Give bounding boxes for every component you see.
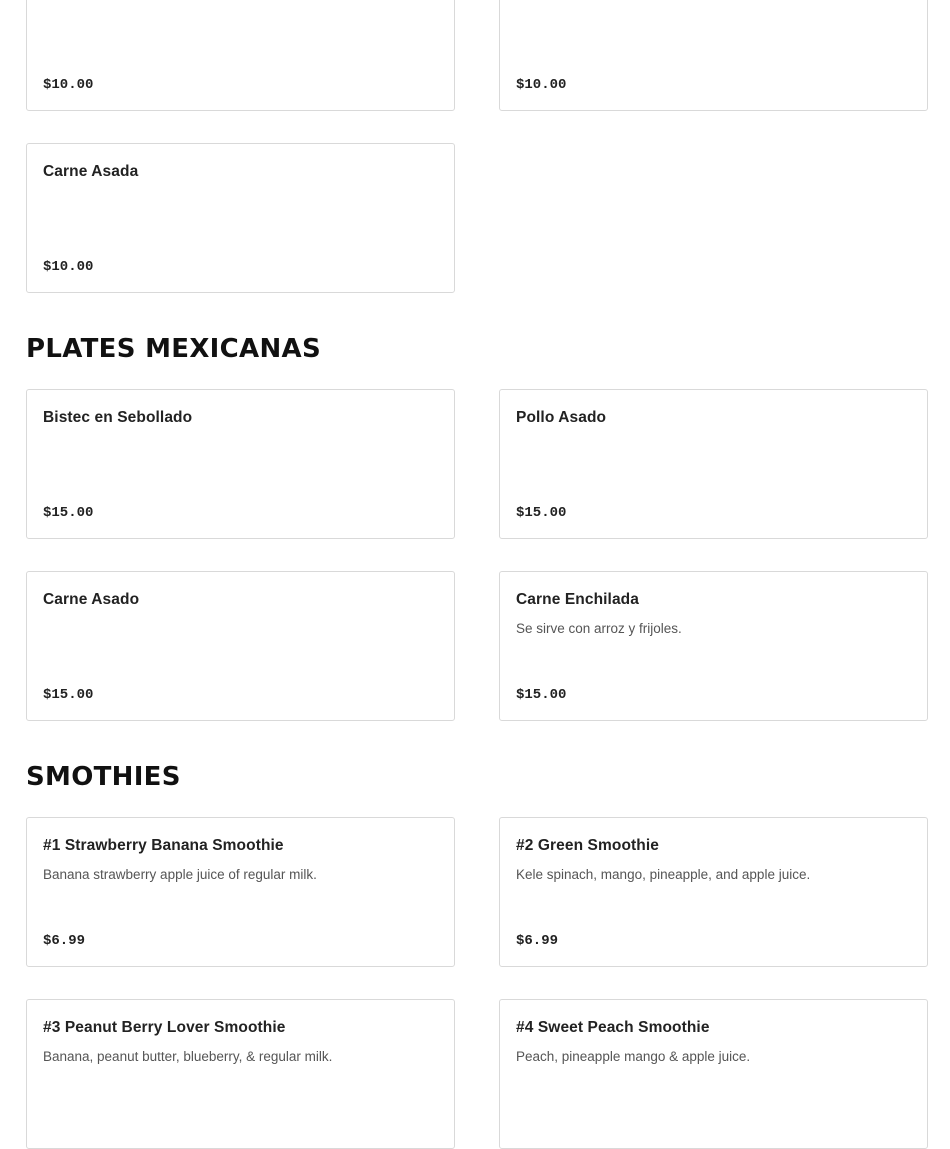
item-description: Kele spinach, mango, pineapple, and apple juice. (516, 867, 811, 882)
item-price: $10.00 (516, 77, 567, 93)
menu-item-card[interactable] (26, 389, 455, 539)
item-name: #1 Strawberry Banana Smoothie (43, 837, 284, 854)
item-price: $6.99 (516, 933, 559, 949)
item-name: #2 Green Smoothie (516, 837, 659, 854)
menu-item-card[interactable] (499, 571, 928, 721)
item-price: $6.99 (43, 933, 86, 949)
menu-item-card[interactable] (499, 999, 928, 1149)
item-name: #3 Peanut Berry Lover Smoothie (43, 1019, 286, 1036)
section-title-plates: PLATES MEXICANAS (26, 334, 321, 364)
item-price: $15.00 (43, 687, 94, 703)
item-name: Pollo Asado (516, 409, 607, 426)
item-price: $10.00 (43, 259, 94, 275)
item-price: $15.00 (516, 505, 567, 521)
item-description: Banana, peanut butter, blueberry, & regular milk. (43, 1049, 333, 1064)
item-name: Carne Asado (43, 591, 140, 608)
item-price: $15.00 (516, 687, 567, 703)
menu-item-card[interactable] (26, 817, 455, 967)
menu-item-card[interactable] (26, 999, 455, 1149)
item-name: Carne Enchilada (516, 591, 639, 608)
menu-item-card[interactable] (26, 0, 455, 111)
section-title-smoothies: SMOTHIES (26, 762, 181, 792)
menu-item-card[interactable] (499, 0, 928, 111)
item-price: $15.00 (43, 505, 94, 521)
item-name: Carne Asada (43, 163, 139, 180)
item-description: Se sirve con arroz y frijoles. (516, 621, 682, 636)
menu-item-card[interactable] (499, 389, 928, 539)
item-name: #4 Sweet Peach Smoothie (516, 1019, 710, 1036)
item-description: Peach, pineapple mango & apple juice. (516, 1049, 751, 1064)
menu-item-card[interactable] (499, 817, 928, 967)
item-price: $10.00 (43, 77, 94, 93)
menu-item-card[interactable] (26, 571, 455, 721)
item-name: Bistec en Sebollado (43, 409, 193, 426)
menu-item-card[interactable] (26, 143, 455, 293)
item-description: Banana strawberry apple juice of regular milk. (43, 867, 317, 882)
